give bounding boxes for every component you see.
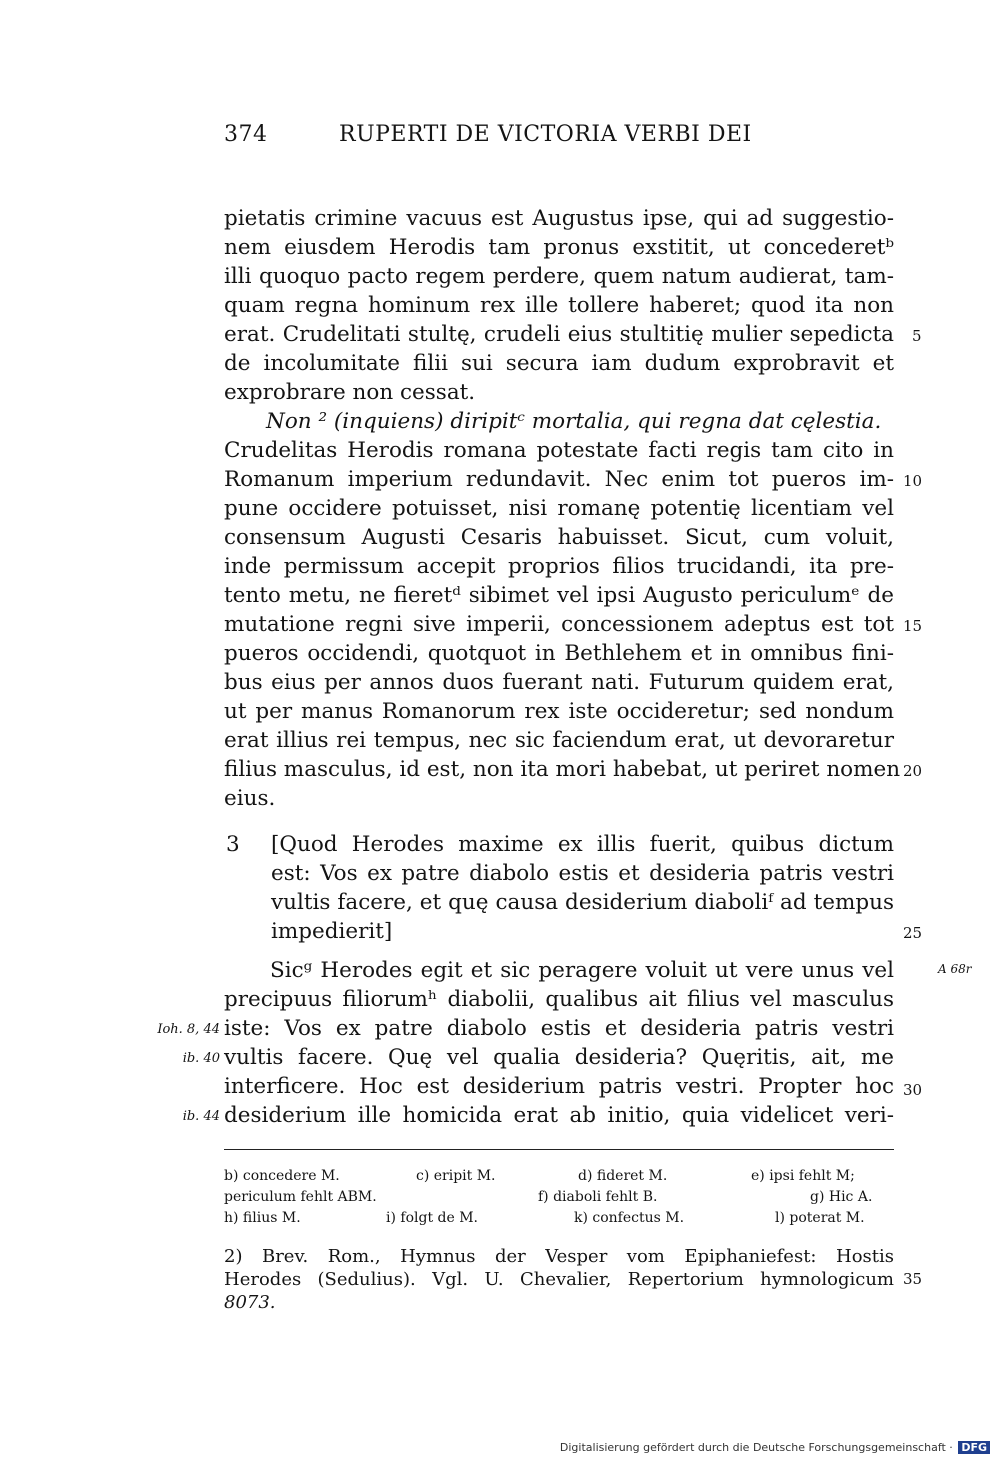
line-number: 25 xyxy=(903,924,923,942)
source-note-line: 2) Brev. Rom., Hymnus der Vesper vom Epiphaniefest: Hostis xyxy=(224,1246,894,1267)
running-title: RUPERTI DE VICTORIA VERBI DEI xyxy=(339,122,752,147)
source-note-line: Herodes (Sedulius). Vgl. U. Chevalier, Repertorium hymnologicum xyxy=(224,1269,894,1290)
apparatus-entry: e) ipsi fehlt M; xyxy=(751,1168,855,1184)
line-number: 30 xyxy=(903,1081,923,1099)
section-heading-line: vultis facere, et quę causa desiderium diaboliᶠ ad tempus xyxy=(271,890,894,915)
body-line: pietatis crimine vacuus est Augustus ipse, qui ad suggestio- xyxy=(224,206,894,231)
section-text-line: Sicᵍ Herodes egit et sic peragere voluit ut vere unus vel xyxy=(270,958,894,983)
line-number: 15 xyxy=(903,617,923,635)
body-line: pune occidere potuisset, nisi romanę potentię licentiam vel xyxy=(224,496,894,521)
body-line: filius masculus, id est, non ita mori habebat, ut periret nomen xyxy=(224,757,901,782)
apparatus-entry: k) confectus M. xyxy=(574,1210,685,1226)
body-line: exprobrare non cessat. xyxy=(224,380,476,405)
body-line: erat illius rei tempus, nec sic faciendum erat, ut devoraretur xyxy=(224,728,894,753)
body-line: quam regna hominum rex ille tollere haberet; quod ita non xyxy=(224,293,894,318)
apparatus-entry: d) fideret M. xyxy=(578,1168,668,1184)
apparatus-entry: f) diaboli fehlt B. xyxy=(538,1189,658,1205)
section-text-line: iste: Vos ex patre diabolo estis et desideria patris vestri xyxy=(224,1016,894,1041)
section-text-line: interficere. Hoc est desiderium patris vestri. Propter hoc xyxy=(224,1074,894,1099)
section-number: 3 xyxy=(226,832,240,857)
folio-marker: A 68r xyxy=(938,962,972,976)
body-line: tento metu, ne fieretᵈ sibimet vel ipsi Augusto periculumᵉ de xyxy=(224,583,894,608)
margin-reference: ib. 44 xyxy=(182,1109,220,1124)
body-line: eius. xyxy=(224,786,276,811)
section-heading-line: est: Vos ex patre diabolo estis et desideria patris vestri xyxy=(271,861,894,886)
body-line: ut per manus Romanorum rex iste occideretur; sed nondum xyxy=(224,699,894,724)
dfg-logo: DFG xyxy=(958,1441,990,1454)
section-text-line: precipuus filiorumʰ diabolii, qualibus ait filius vel masculus xyxy=(224,987,894,1012)
line-number: 35 xyxy=(903,1270,923,1288)
apparatus-entry: i) folgt de M. xyxy=(386,1210,478,1226)
footnote-rule xyxy=(224,1149,894,1150)
body-line: inde permissum accepit proprios filios trucidandi, ita pre- xyxy=(224,554,894,579)
margin-reference: ib. 40 xyxy=(182,1051,220,1066)
body-line: mutatione regni sive imperii, concessionem adeptus est tot xyxy=(224,612,894,637)
line-number: 20 xyxy=(903,762,923,780)
body-line: de incolumitate filii sui secura iam dudum exprobravit et xyxy=(224,351,894,376)
apparatus-entry: c) eripit M. xyxy=(416,1168,496,1184)
body-line: nem eiusdem Herodis tam pronus exstitit, ut concederetᵇ xyxy=(224,235,894,260)
body-line: bus eius per annos duos fuerant nati. Futurum quidem erat, xyxy=(224,670,894,695)
body-line: pueros occidendi, quotquot in Bethlehem et in omnibus fini- xyxy=(224,641,894,666)
section-text-line: desiderium ille homicida erat ab initio, quia videlicet veri- xyxy=(224,1103,894,1128)
apparatus-entry: l) poterat M. xyxy=(775,1210,865,1226)
body-line: illi quoquo pacto regem perdere, quem natum audierat, tam- xyxy=(224,264,894,289)
body-line: Crudelitas Herodis romana potestate facti regis tam cito in xyxy=(224,438,894,463)
line-number: 10 xyxy=(903,472,923,490)
line-number: 5 xyxy=(912,327,922,345)
credit-text: Digitalisierung gefördert durch die Deutsche Forschungsgemeinschaft · xyxy=(559,1441,953,1454)
source-note-line: 8073. xyxy=(224,1292,276,1313)
body-line: consensum Augusti Cesaris habuisset. Sicut, cum voluit, xyxy=(224,525,894,550)
body-line: Romanum imperium redundavit. Nec enim tot pueros im- xyxy=(224,467,894,492)
digitization-credit xyxy=(560,1441,990,1454)
apparatus-entry: b) concedere M. xyxy=(224,1168,340,1184)
apparatus-entry: periculum fehlt ABM. xyxy=(224,1189,377,1205)
margin-reference: Ioh. 8, 44 xyxy=(157,1022,220,1037)
section-text-line: vultis facere. Quę vel qualia desideria? Quęritis, ait, me xyxy=(224,1045,894,1070)
apparatus-entry: g) Hic A. xyxy=(810,1189,873,1205)
section-heading-line: impedierit] xyxy=(271,919,393,944)
section-heading-line: [Quod Herodes maxime ex illis fuerit, quibus dictum xyxy=(271,832,894,857)
page-number: 374 xyxy=(224,122,268,147)
body-line: erat. Crudelitati stultę, crudeli eius stultitię mulier sepedicta xyxy=(224,322,894,347)
hymn-quotation: Non ² (inquiens) diripitᶜ mortalia, qui regna dat cęlestia. xyxy=(266,409,882,434)
apparatus-entry: h) filius M. xyxy=(224,1210,301,1226)
